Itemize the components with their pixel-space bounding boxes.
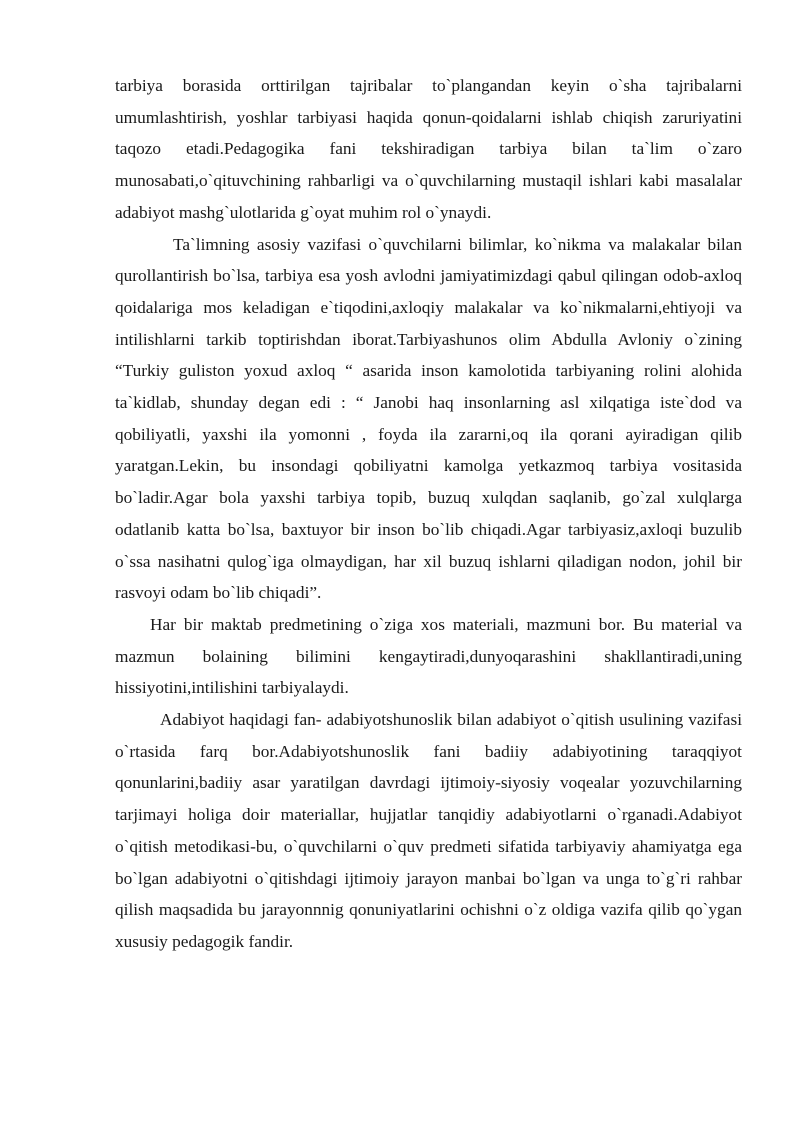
document-page <box>115 70 742 958</box>
paragraph: Har bir maktab predmetining o`ziga xos materiali, mazmuni bor. Bu material va mazmun bolaining bilimini kengaytiradi,dunyoqarashini shakllantiradi,uning hissiyotini,intilishini tarbiyalaydi. <box>115 614 742 698</box>
paragraph: Adabiyot haqidagi fan- adabiyotshunoslik bilan adabiyot o`qitish usulining vazifasi o`rtasida farq bor.Adabiyotshunoslik fani badiiy adabiyotining taraqqiyot qonunlarini,badiiy asar yaratilgan davrdagi ijtimoiy-siyosiy voqealar yozuvchilarning tarjimayi holiga doir materiallar, hujjatlar tanqidiy adabiyotlarni o`rganadi.Adabiyot o`qitish metodikasi-bu, o`quvchilarni o`quv predmeti sifatida tarbiyaviy ahamiyatga ega bo`lgan adabiyotni o`qitishdagi ijtimoiy jarayon manbai bo`lgan va unga to`g`ri rahbar qilish maqsadida bu jarayonnnig qonuniyatlarini ochishni o`z oldiga vazifa qilib qo`ygan xususiy pedagogik fandir. <box>115 710 742 951</box>
paragraph: tarbiya borasida orttirilgan tajribalar to`plangandan keyin o`sha tajribalarni umumlashtirish, yoshlar tarbiyasi haqida qonun-qoidalarni ishlab chiqish zaruriyatini taqozo etadi.Pedagogika fani tekshiradigan tarbiya bilan ta`lim o`zaro munosabati,o`qituvchining rahbarligi va o`quvchilarning mustaqil ishlari kabi masalalar adabiyot mashg`ulotlarida g`oyat muhim rol o`ynaydi. <box>115 76 742 222</box>
paragraph: Ta`limning asosiy vazifasi o`quvchilarni bilimlar, ko`nikma va malakalar bilan qurollantirish bo`lsa, tarbiya esa yosh avlodni jamiyatimizdagi qabul qilingan odob-axloq qoidalariga mos keladigan e`tiqodini,axloqiy malakalar va ko`nikmalarni,ehtiyoji va intilishlarni tarkib toptirishdan iborat.Tarbiyashunos olim Abdulla Avloniy o`zining “Turkiy guliston yoxud axloq “ asarida inson kamolotida tarbiyaning rolini alohida ta`kidlab, shunday degan edi : “ Janobi haq insonlarning asl xilqatiga iste`dod va qobiliyatli, yaxshi ila yomonni , foyda ila zararni,oq ila qorani ayiradigan qilib yaratgan.Lekin, bu insondagi qobiliyatni kamolga yetkazmoq tarbiya vositasida bo`ladir.Agar bola yaxshi tarbiya topib, buzuq xulqdan saqlanib, go`zal xulqlarga odatlanib katta bo`lsa, baxtuyor bir inson bo`lib chiqadi.Agar tarbiyasiz,axloqi buzulib o`ssa nasihatni qulog`iga olmaydigan, har xil buzuq ishlarni qiladigan nodon, johil bir rasvoyi odam bo`lib chiqadi”. <box>115 234 742 603</box>
